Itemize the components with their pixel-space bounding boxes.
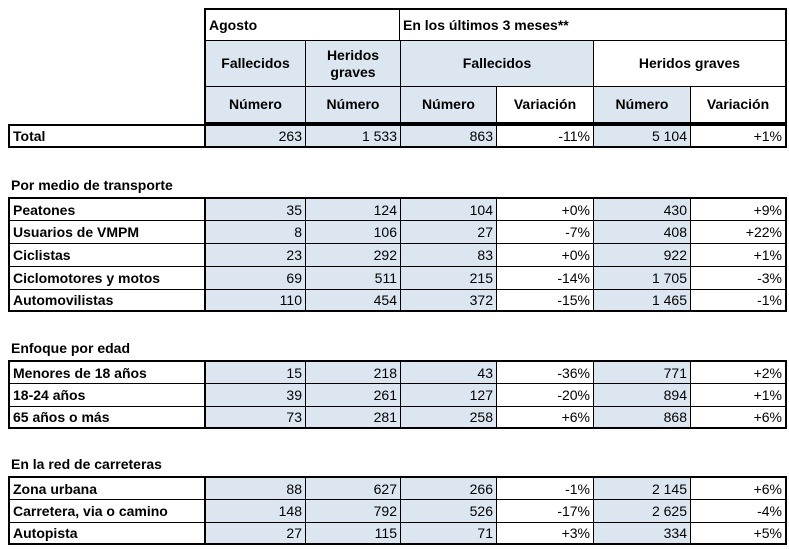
table-cell: -15% [496,289,593,312]
table-cell: -1% [690,289,787,312]
table-cell: +5% [690,522,787,545]
table-cell: 281 [305,406,400,429]
table-cell: 35 [204,197,305,220]
table-cell: 88 [204,476,305,499]
row-label: Automovilistas [8,289,204,312]
table-cell: 408 [593,220,690,243]
table-cell: 15 [204,360,305,383]
section-title: En la red de carreteras [11,456,162,472]
table-cell: 334 [593,522,690,545]
table-cell: -17% [496,499,593,522]
table-cell: 218 [305,360,400,383]
table-cell: +6% [690,476,787,499]
table-cell: 106 [305,220,400,243]
row-label: 18-24 años [8,383,204,406]
table-cell: +3% [496,522,593,545]
total-cell: 263 [204,124,305,148]
table-cell: 430 [593,197,690,220]
section-title: Por medio de transporte [11,177,173,193]
table-cell: +0% [496,243,593,266]
table-cell: 258 [400,406,496,429]
numero-header-2: Número [305,86,400,124]
variacion-header-2: Variación [690,86,787,124]
table-cell: 771 [593,360,690,383]
table-cell: 792 [305,499,400,522]
table-cell: 1 705 [593,266,690,289]
table-cell: -20% [496,383,593,406]
row-label: Zona urbana [8,476,204,499]
table-cell: +1% [690,243,787,266]
table-cell: 2 625 [593,499,690,522]
table-cell: 148 [204,499,305,522]
row-label: Usuarios de VMPM [8,220,204,243]
row-label: Carretera, via o camino [8,499,204,522]
table-cell: 69 [204,266,305,289]
heridos-header [305,40,400,86]
table-cell: -7% [496,220,593,243]
total-cell: 863 [400,124,496,148]
numero-header-1: Número [204,86,305,124]
period-header: Agosto [204,8,400,40]
table-cell: -36% [496,360,593,383]
total-cell: 1 533 [305,124,400,148]
total-cell: -11% [496,124,593,148]
table-cell: +9% [690,197,787,220]
table-cell: 39 [204,383,305,406]
table-cell: 23 [204,243,305,266]
table-cell: +22% [690,220,787,243]
heridos-recent-header: Heridos graves [593,40,787,86]
table-cell: 73 [204,406,305,429]
row-label: Menores de 18 años [8,360,204,383]
table-cell: 922 [593,243,690,266]
total-label: Total [8,124,204,148]
heridos-line2: graves [330,63,376,80]
table-cell: 27 [400,220,496,243]
table-cell: 2 145 [593,476,690,499]
variacion-header-1: Variación [496,86,593,124]
total-cell: 5 104 [593,124,690,148]
table-cell: 115 [305,522,400,545]
table-cell: 261 [305,383,400,406]
table-cell: 71 [400,522,496,545]
fallecidos-header: Fallecidos [204,40,305,86]
table-cell: 1 465 [593,289,690,312]
table-cell: 83 [400,243,496,266]
table-cell: 372 [400,289,496,312]
table-cell: 511 [305,266,400,289]
table-cell: 454 [305,289,400,312]
table-cell: -14% [496,266,593,289]
table-cell: +2% [690,360,787,383]
table-cell: 43 [400,360,496,383]
numero-header-4: Número [593,86,690,124]
table-cell: 127 [400,383,496,406]
table-cell: +6% [496,406,593,429]
fallecidos-recent-header: Fallecidos [400,40,593,86]
table-cell: -3% [690,266,787,289]
table-cell: 215 [400,266,496,289]
table-cell: 8 [204,220,305,243]
row-label: Ciclomotores y motos [8,266,204,289]
table-cell: +0% [496,197,593,220]
row-label: Ciclistas [8,243,204,266]
section-title: Enfoque por edad [11,340,130,356]
row-label: Autopista [8,522,204,545]
table-cell: 868 [593,406,690,429]
numero-header-3: Número [400,86,496,124]
table-cell: 124 [305,197,400,220]
table-cell: 526 [400,499,496,522]
table-cell: 104 [400,197,496,220]
table-cell: 627 [305,476,400,499]
table-cell: -4% [690,499,787,522]
total-cell: +1% [690,124,787,148]
row-label: Peatones [8,197,204,220]
table-cell: 292 [305,243,400,266]
table-cell: 27 [204,522,305,545]
table-cell: 266 [400,476,496,499]
table-cell: 894 [593,383,690,406]
recent-period-header: En los últimos 3 meses** [400,8,787,40]
table-cell: +6% [690,406,787,429]
table-cell: 110 [204,289,305,312]
row-label: 65 años o más [8,406,204,429]
heridos-line1: Heridos [326,46,380,63]
table-cell: -1% [496,476,593,499]
table-cell: +1% [690,383,787,406]
